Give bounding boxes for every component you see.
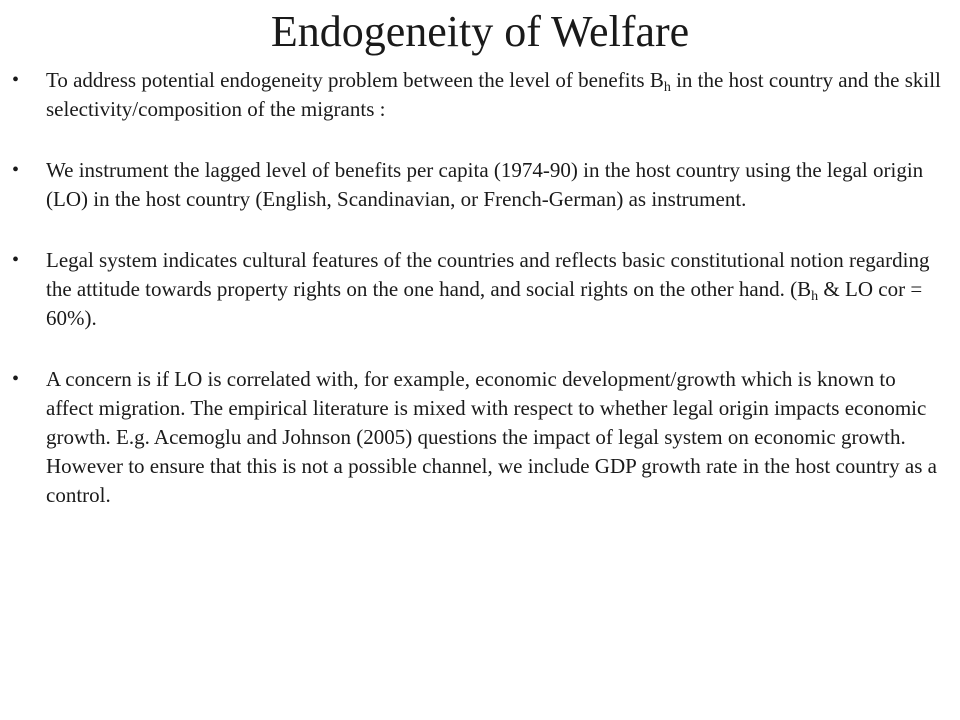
bullet-text: A concern is if LO is correlated with, for example, economic development/growth which is known to affect migration. The empirical literature is mixed with respect to whether legal origin impacts economic growth. E.g. Acemoglu and Johnson (2005) questions the impact of legal system on economic growth. However to ensure that this is not a possible channel, we include GDP growth rate in the host country as a control. [46,367,937,507]
bullet-text-part: Legal system indicates cultural features of the countries and reflects basic constitutional notion regarding the attitude towards property rights on the one hand, and social rights on the other hand. (B [46,248,930,301]
bullet-text: We instrument the lagged level of benefits per capita (1974-90) in the host country using the legal origin (LO) in the host country (English, Scandinavian, or French-German) as instrument. [46,158,924,211]
bullet-text-part: To address potential endogeneity problem between the level of benefits B [46,68,664,92]
bullet-icon: • [12,368,20,390]
bullet-icon: • [12,69,20,91]
slide-title: Endogeneity of Welfare [270,7,690,56]
bullet-text [46,246,946,333]
subscript: h [663,80,671,95]
bullet-icon: • [12,159,20,181]
bullet-text [46,66,946,124]
bullet-list [0,66,960,510]
bullet-item [0,66,960,124]
bullet-text-part: in the host country and the skill selectivity/composition of the migrants : [46,68,941,121]
bullet-item [0,156,960,214]
bullet-icon: • [12,249,20,271]
bullet-item [0,246,960,333]
bullet-text-part: & LO cor = 60%). [46,277,923,330]
bullet-item [0,365,960,510]
subscript: h [811,289,819,304]
